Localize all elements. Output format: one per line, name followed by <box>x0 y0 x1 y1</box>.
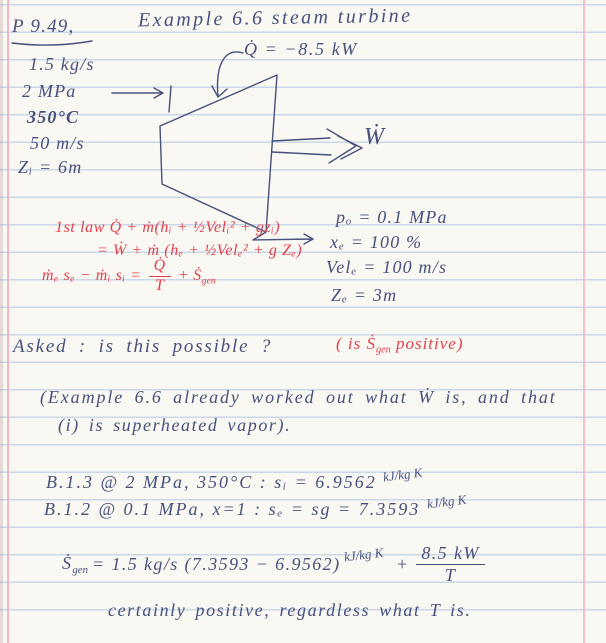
fraction-numerator: 8.5 kW <box>416 544 484 565</box>
fraction-denominator: T <box>444 564 457 585</box>
result-eq-body: = 1.5 kg/s (7.3593 − 6.9562) <box>92 553 341 574</box>
inlet-velocity: 50 m/s <box>30 133 85 153</box>
asked-red-note <box>336 334 464 356</box>
page-title: Example 6.6 steam turbine <box>137 4 413 32</box>
heat-rate-label: Q̇ = −8.5 kW <box>244 39 358 59</box>
asked-question: Asked : is this possible ? <box>13 336 273 357</box>
work-arrow <box>272 129 362 163</box>
sgen-subscript: gen <box>201 274 216 286</box>
heat-over-T-fraction <box>149 258 171 295</box>
sgen-symbol <box>62 553 88 576</box>
sgen-subscript: gen <box>72 563 88 576</box>
work-label: Ẇ <box>364 124 386 150</box>
inlet-elevation: Zᵢ = 6m <box>18 157 83 177</box>
sgen-subscript: gen <box>376 344 391 356</box>
turbine-outline <box>160 75 277 232</box>
exit-elevation: Zₑ = 3m <box>331 285 398 305</box>
exit-pressure: pₒ = 0.1 MPa <box>336 207 448 227</box>
sgen-symbol <box>193 267 215 286</box>
lookup-b12 <box>44 491 467 520</box>
heat-arrow <box>212 52 243 97</box>
heat-over-T-fraction <box>416 544 484 585</box>
first-law-line2: = Ẇ + ṁ (hₑ + ½Velₑ² + g Zₑ) <box>97 242 303 259</box>
remark-line2: (i) is superheated vapor). <box>58 415 292 435</box>
fraction-numerator: Q̇ <box>149 258 171 277</box>
plus-sign: + <box>395 553 410 574</box>
exit-quality: xₑ = 100 % <box>330 232 423 252</box>
fraction-denominator: T <box>154 276 165 294</box>
lookup-b13 <box>46 464 424 493</box>
plus-sign: + <box>177 267 190 285</box>
inlet-temperature: 350°C <box>27 107 80 127</box>
entropy-balance <box>42 258 216 295</box>
sgen-base: Ṡ <box>366 334 376 353</box>
b12-text: B.1.2 @ 0.1 MPa, x=1 : sₑ = sg = 7.3593 <box>44 499 421 519</box>
sgen-result-equation <box>62 544 488 585</box>
left-margin-line <box>7 0 9 643</box>
scan-edge-shadow <box>0 0 3 643</box>
inlet-pressure: 2 MPa <box>22 81 77 101</box>
exit-velocity: Velₑ = 100 m/s <box>326 257 448 277</box>
sgen-base: Ṡ <box>193 266 202 284</box>
page-ref: P 9.49, <box>12 16 75 37</box>
b12-units: kJ/kg K <box>425 491 467 512</box>
first-law-line1: 1st law Q̇ + ṁ(hᵢ + ½Velᵢ² + gzᵢ) <box>55 219 281 236</box>
b13-units: kJ/kg K <box>382 464 424 485</box>
right-margin-line <box>583 0 585 643</box>
inlet-arrow <box>112 86 171 112</box>
inlet-mass-flow: 1.5 kg/s <box>29 54 95 74</box>
conclusion-text: certainly positive, regardless what T is. <box>108 600 472 620</box>
result-eq-units: kJ/kg K <box>343 545 385 565</box>
b13-text: B.1.3 @ 2 MPa, 350°C : sᵢ = 6.9562 <box>46 472 377 492</box>
note-open: ( is <box>336 334 367 353</box>
entropy-lhs: ṁₑ sₑ − ṁᵢ sᵢ = <box>42 267 142 285</box>
note-close: positive) <box>390 334 464 353</box>
remark-line1: (Example 6.6 already worked out what Ẇ is, and that <box>40 387 557 407</box>
page-ref-underline <box>12 41 92 45</box>
sgen-base: Ṡ <box>62 553 73 573</box>
